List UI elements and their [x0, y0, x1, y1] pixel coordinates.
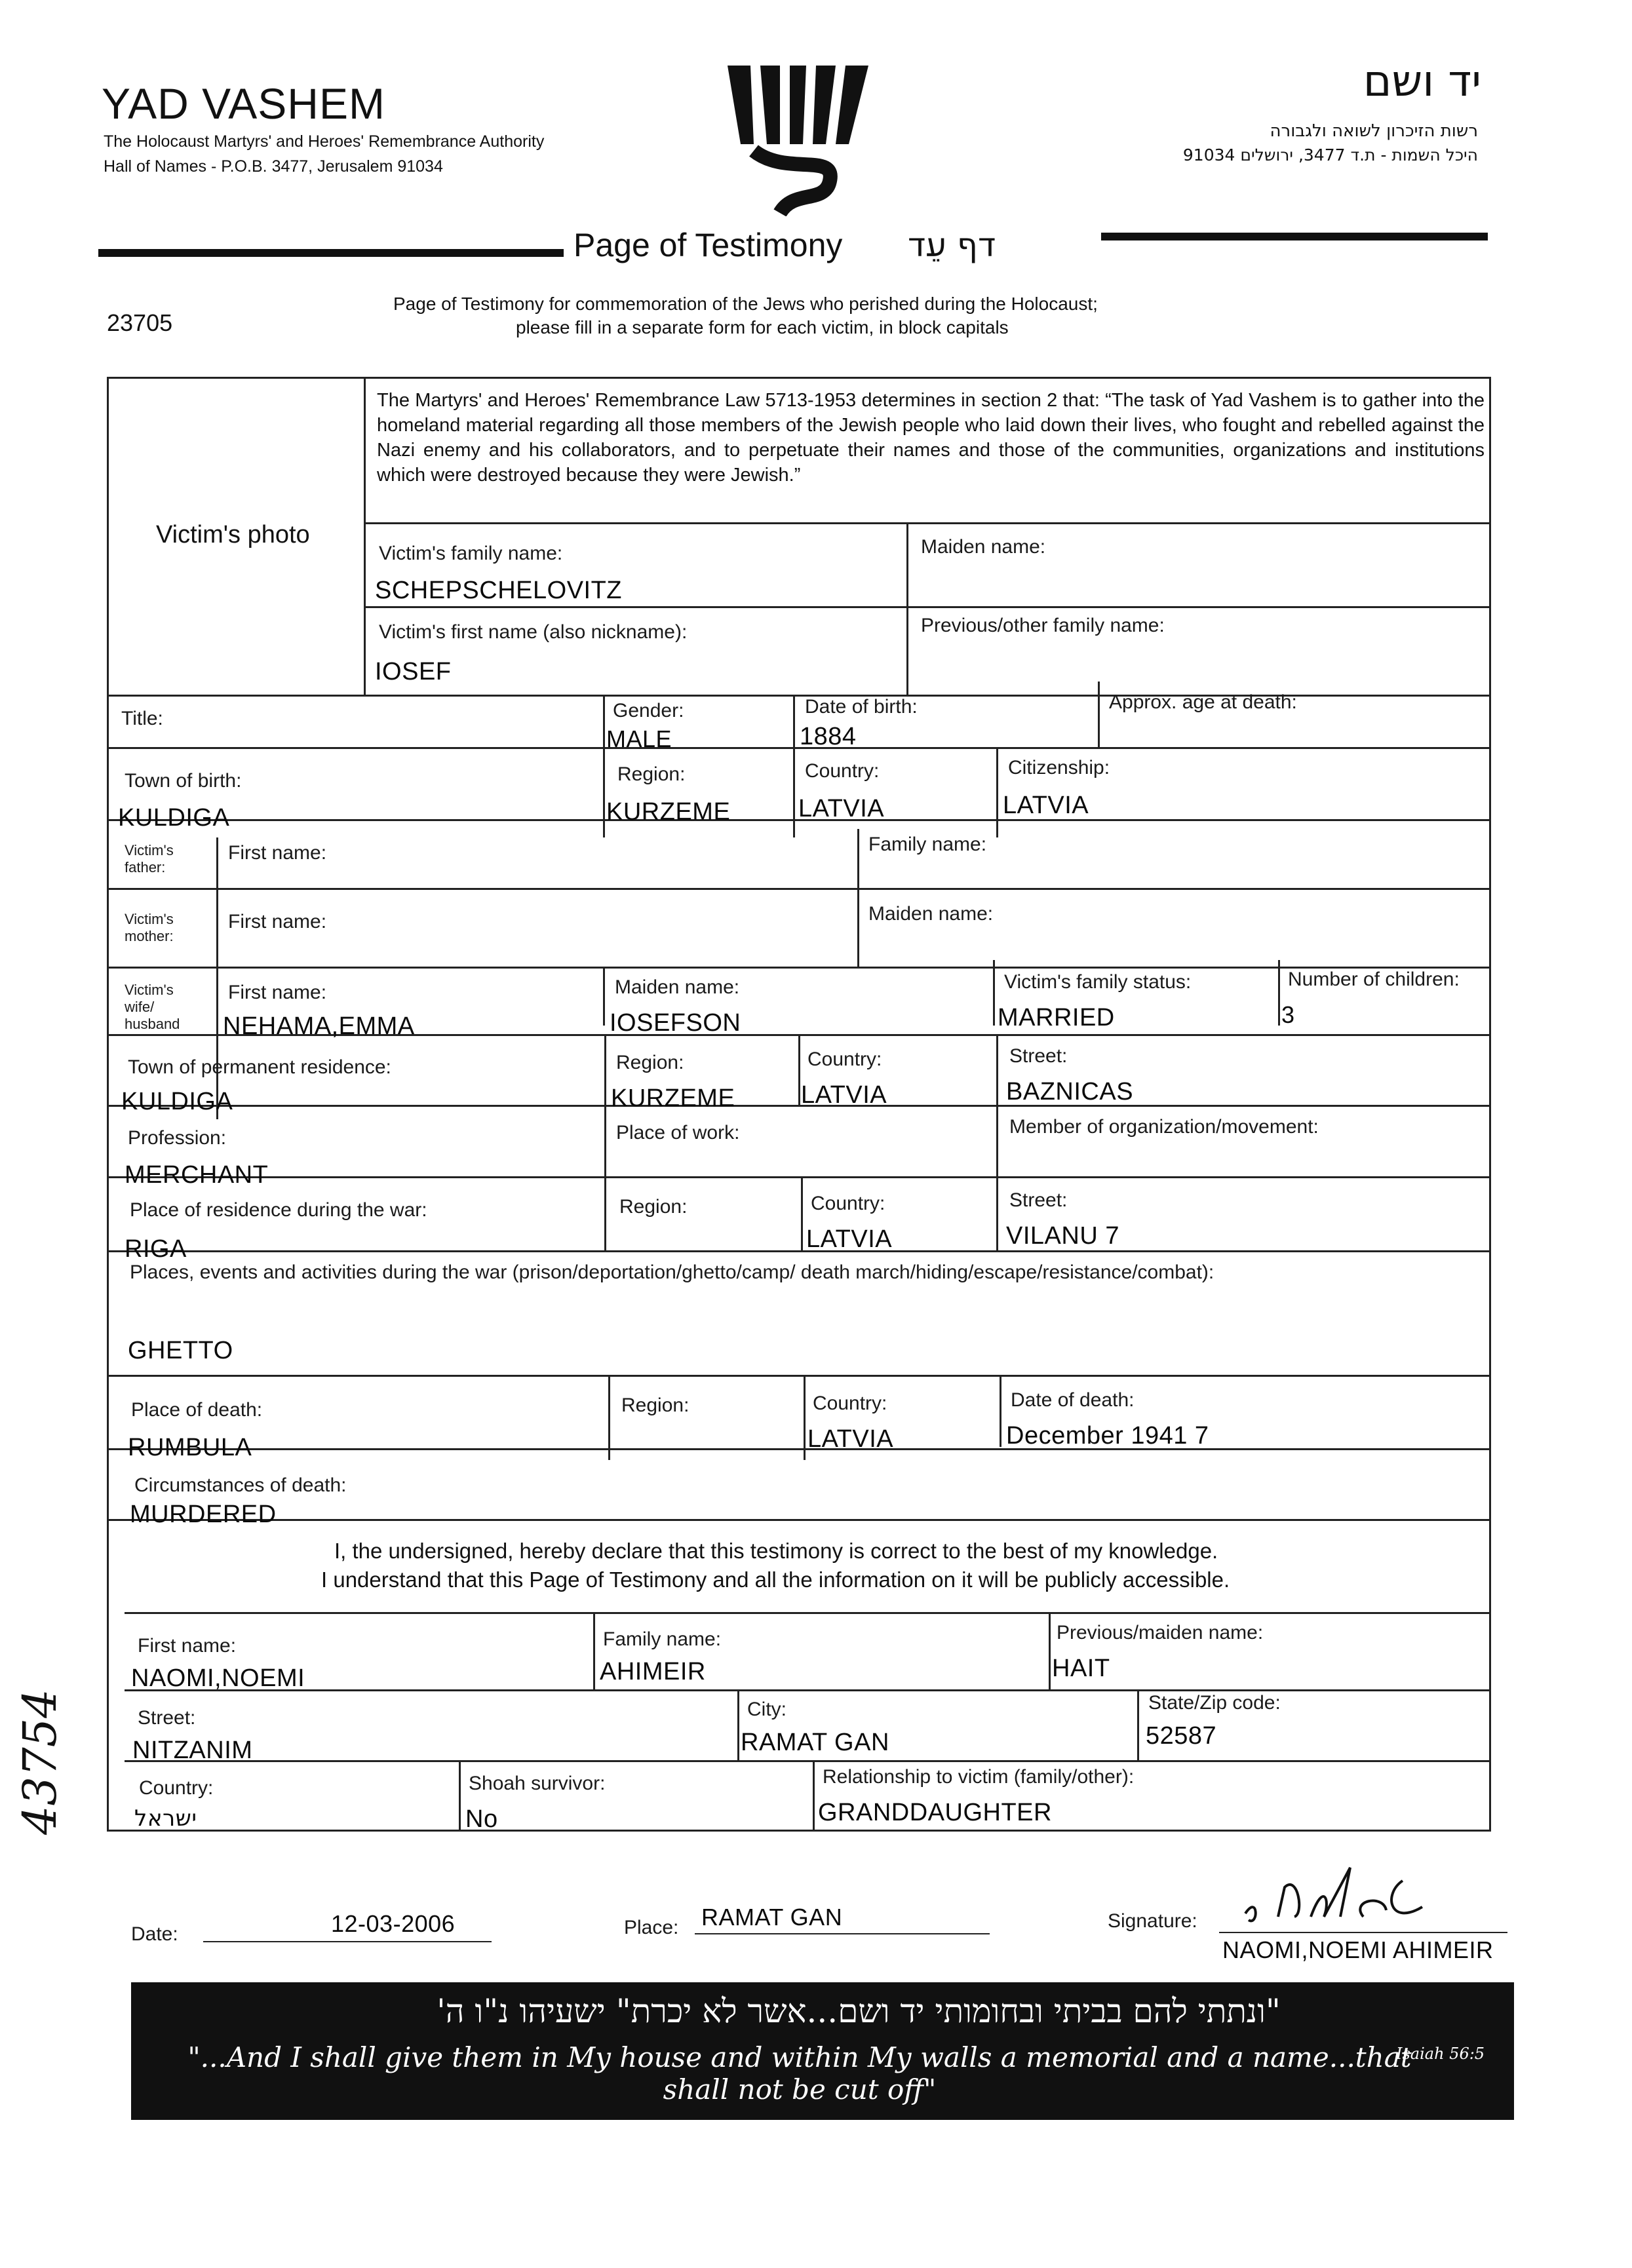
mother-first-label: First name: [228, 911, 327, 932]
rule [1049, 1612, 1051, 1689]
places-events-value: GHETTO [128, 1337, 233, 1364]
residence-war-label: Place of residence during the war: [130, 1199, 427, 1221]
org-address: Hall of Names - P.O.B. 3477, Jerusalem 91034 [104, 157, 443, 176]
date-value: 12-03-2006 [331, 1910, 456, 1937]
rule [107, 1250, 1491, 1252]
father-family-label: Family name: [868, 834, 987, 855]
intro-line-2: please fill in a separate form for each victim, in block capitals [516, 317, 1009, 337]
submitter-city-value: RAMAT GAN [741, 1729, 889, 1756]
gender-value: MALE [606, 725, 672, 752]
rule [737, 1689, 739, 1760]
submitter-prev-value: HAIT [1052, 1655, 1110, 1682]
rule [608, 1375, 610, 1460]
mother-maiden-label: Maiden name: [868, 903, 994, 925]
rule [107, 967, 1491, 969]
member-org-label: Member of organization/movement: [1009, 1116, 1319, 1138]
relationship-value: GRANDDAUGHTER [818, 1799, 1052, 1826]
submitter-country-value: ישראל [134, 1805, 197, 1832]
rule [125, 1612, 1491, 1614]
citizenship-label: Citizenship: [1008, 757, 1110, 778]
rule [107, 1176, 1491, 1178]
signature-label: Signature: [1108, 1910, 1197, 1932]
rule [1098, 682, 1100, 747]
street-residence-label: Street: [1009, 1045, 1068, 1067]
date-death-label: Date of death: [1011, 1389, 1135, 1411]
circumstances-label: Circumstances of death: [134, 1474, 347, 1496]
country-death-label: Country: [813, 1393, 887, 1414]
rule [993, 960, 995, 1026]
spouse-maiden-label: Maiden name: [615, 976, 740, 998]
region-residence-value: KURZEME [611, 1085, 735, 1112]
date-label: Date: [131, 1923, 178, 1945]
place-death-label: Place of death: [131, 1399, 263, 1421]
rule [996, 747, 998, 837]
rule [459, 1760, 461, 1831]
previous-family-label: Previous/other family name: [921, 615, 1165, 636]
citizenship-value: LATVIA [1003, 792, 1089, 819]
spouse-maiden-value: IOSEFSON [610, 1009, 741, 1037]
declaration-line-2: I understand that this Page of Testimony and all the information on it will be publicly accessible. [321, 1567, 1230, 1592]
rule [107, 888, 1491, 890]
rule [801, 1176, 803, 1250]
street-war-value: VILANU 7 [1006, 1222, 1119, 1250]
photo-label: Victim's photo [156, 521, 310, 548]
rule [793, 695, 795, 837]
region-birth-value: KURZEME [606, 798, 731, 826]
submitter-prev-label: Previous/maiden name: [1057, 1622, 1264, 1643]
region-war-label: Region: [619, 1196, 688, 1218]
children-label: Number of children: [1288, 969, 1460, 990]
rule [364, 522, 1491, 524]
residence-war-value: RIGA [125, 1235, 187, 1263]
title-label: Title: [121, 708, 163, 729]
family-name-label: Victim's family name: [379, 543, 563, 564]
hebrew-org-name: יד ושם [1363, 56, 1481, 106]
rule [1000, 1375, 1001, 1447]
country-war-value: LATVIA [806, 1225, 893, 1253]
rule [107, 1519, 1491, 1521]
street-war-label: Street: [1009, 1189, 1068, 1211]
rule [1278, 960, 1280, 1026]
intro-line-1: Page of Testimony for commemoration of the Jews who perished during the Holocaust; [393, 294, 1098, 314]
rule [107, 747, 1491, 749]
rule [364, 606, 1491, 608]
banner-english: "...And I shall give them in My house and within My walls a memorial and a name...that shall not be cut off" [187, 2041, 1412, 2105]
rule [125, 1689, 1491, 1691]
submitter-zip-value: 52587 [1146, 1722, 1217, 1750]
spouse-label: Victim's wife/ husband [125, 982, 180, 1032]
date-death-value: December 1941 7 [1006, 1422, 1209, 1450]
age-label: Approx. age at death: [1109, 691, 1297, 713]
father-label: Victim's father: [125, 842, 174, 875]
rule [107, 1375, 1491, 1377]
form-number: 23705 [107, 309, 173, 336]
submitter-first-label: First name: [138, 1635, 237, 1657]
place-value: RAMAT GAN [701, 1904, 843, 1931]
first-name-value: IOSEF [375, 658, 452, 685]
submitter-family-value: AHIMEIR [600, 1658, 706, 1685]
relationship-label: Relationship to victim (family/other): [823, 1766, 1135, 1788]
place-death-value: RUMBULA [128, 1434, 252, 1461]
submitter-family-label: Family name: [603, 1628, 722, 1650]
submitter-zip-label: State/Zip code: [1148, 1692, 1281, 1714]
signature-mark [1232, 1855, 1442, 1933]
place-work-label: Place of work: [616, 1122, 740, 1144]
hebrew-org-address: היכל השמות - ת.ד 3477, ירושלים 91034 [1182, 145, 1478, 164]
rule [798, 1034, 800, 1105]
submitter-street-label: Street: [138, 1707, 196, 1729]
profession-value: MERCHANT [125, 1161, 269, 1189]
page-title: Page of Testimony [573, 227, 843, 263]
town-residence-value: KULDIGA [121, 1088, 233, 1115]
rule [125, 1760, 1491, 1762]
country-birth-label: Country: [805, 760, 880, 782]
dob-label: Date of birth: [805, 696, 918, 718]
dob-value: 1884 [800, 723, 857, 750]
submitter-city-label: City: [747, 1699, 787, 1720]
rule [813, 1760, 815, 1831]
declaration-line-1: I, the undersigned, hereby declare that this testimony is correct to the best of my knowledge. [334, 1539, 1218, 1563]
rule [857, 829, 859, 967]
rule [107, 1105, 1491, 1107]
places-events-label: Places, events and activities during the war (prison/deportation/ghetto/camp/ death march/hiding/escape/resistance/combat): [130, 1261, 1214, 1283]
profession-label: Profession: [128, 1127, 227, 1149]
spouse-first-label: First name: [228, 982, 327, 1003]
circumstances-value: MURDERED [130, 1501, 277, 1528]
photo-divider [364, 377, 366, 695]
rule [593, 1612, 595, 1689]
submitter-country-label: Country: [139, 1777, 214, 1799]
org-subtitle: The Holocaust Martyrs' and Heroes' Remembrance Authority [104, 132, 545, 151]
mother-label: Victim's mother: [125, 911, 174, 944]
submitter-street-value: NITZANIM [132, 1737, 253, 1764]
rule [804, 1375, 806, 1460]
country-death-value: LATVIA [807, 1425, 894, 1453]
handwritten-number: 43754 [13, 1689, 67, 1835]
date-line [203, 1941, 492, 1942]
region-residence-label: Region: [616, 1052, 684, 1073]
spouse-first-value: NEHAMA,EMMA [223, 1012, 415, 1040]
yad-vashem-logo [714, 52, 898, 216]
rule [107, 1448, 1491, 1450]
region-birth-label: Region: [617, 763, 686, 785]
place-label: Place: [624, 1917, 679, 1938]
signature-name: NAOMI,NOEMI AHIMEIR [1222, 1936, 1494, 1963]
town-birth-value: KULDIGA [118, 804, 230, 832]
title-rule-left [98, 249, 564, 257]
family-name-value: SCHEPSCHELOVITZ [375, 577, 623, 604]
gender-label: Gender: [613, 700, 684, 721]
place-line [695, 1933, 990, 1934]
children-value: 3 [1281, 1001, 1295, 1028]
first-name-label: Victim's first name (also nickname): [379, 621, 688, 643]
country-residence-label: Country: [807, 1048, 882, 1070]
town-birth-label: Town of birth: [125, 770, 242, 792]
family-status-label: Victim's family status: [1004, 971, 1192, 993]
banner-reference: Isaiah 56:5 [1396, 2045, 1485, 2063]
org-name: YAD VASHEM [102, 79, 385, 128]
rule [603, 967, 605, 1026]
rule [604, 1034, 606, 1250]
submitter-first-value: NAOMI,NOEMI [131, 1664, 305, 1692]
hebrew-page-title: דף עֵד [908, 226, 996, 264]
country-war-label: Country: [811, 1193, 885, 1214]
title-rule-right [1101, 233, 1488, 240]
region-death-label: Region: [621, 1394, 690, 1416]
rule [996, 1034, 998, 1250]
country-residence-value: LATVIA [801, 1081, 887, 1109]
country-birth-value: LATVIA [798, 795, 885, 822]
rule [1137, 1689, 1139, 1760]
shoah-survivor-value: No [465, 1805, 498, 1833]
rule [906, 522, 908, 695]
father-first-label: First name: [228, 842, 327, 864]
street-residence-value: BAZNICAS [1006, 1078, 1134, 1105]
shoah-survivor-label: Shoah survivor: [469, 1773, 606, 1794]
hebrew-org-subtitle: רשות הזיכרון לשואה ולגבורה [1270, 121, 1478, 141]
law-text: The Martyrs' and Heroes' Remembrance Law 5713-1953 determines in section 2 that: “The task of Yad Vashem is to gather into the homeland material regarding all those members of the Jewish people who laid down their lives, who fought and rebelled against the Nazi enemy and his collaborators, and to perpetuate their names and those of the communities, organizations and institutions which were destroyed because they were Jewish.” [377, 390, 1485, 486]
rule [603, 695, 605, 837]
town-residence-label: Town of permanent residence: [128, 1056, 391, 1078]
family-status-value: MARRIED [998, 1004, 1115, 1031]
banner-hebrew: "ונתתי להם בביתי ובחומותי יד ושם...אשר לא יכרת" ישעיהו נ"ו ה' [437, 1992, 1281, 2030]
maiden-name-label: Maiden name: [921, 536, 1046, 558]
